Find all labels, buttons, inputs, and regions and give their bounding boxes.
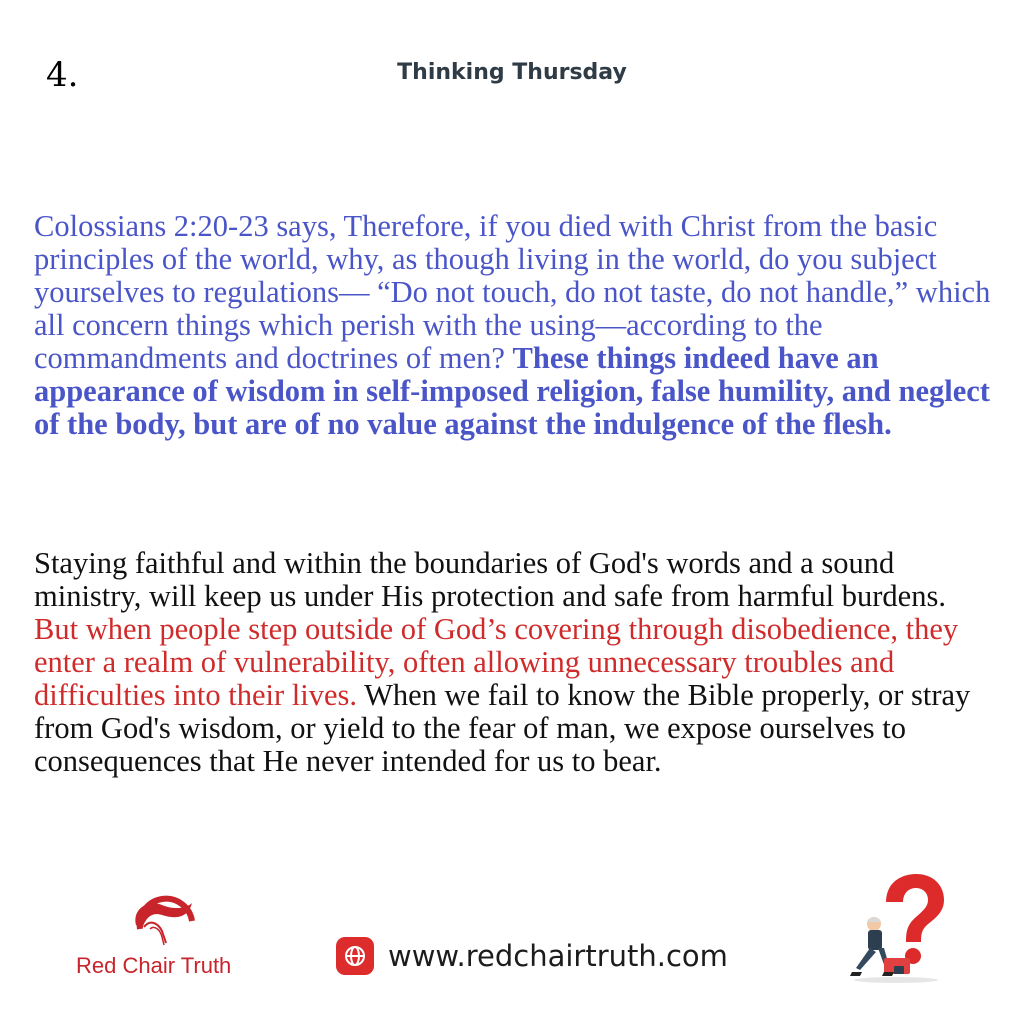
page-number: 4. [46,55,79,95]
body-paragraph [34,547,994,778]
red-chair-logo-icon [126,885,206,947]
website-url[interactable]: www.redchairtruth.com [388,939,728,973]
scripture-emphasis: These things indeed have an appearance of wisdom in self-imposed religion, false humility, and neglect of the body, but are of no value against the indulgence of the flesh. [34,341,990,441]
website-link[interactable] [336,936,728,976]
globe-icon [336,937,374,975]
brand-name: Red Chair Truth [76,953,232,978]
body-text-start: Staying faithful and within the boundaries of God's words and a sound ministry, will keep us under His protection and safe from harmful burdens. [34,546,946,613]
thinking-man-question-mark-icon [846,872,946,984]
brand-logo [76,885,266,985]
body-warning-text: But when people step outside of God’s covering through disobedience, they enter a realm of vulnerability, often allowing unnecessary troubles and difficulties into their lives. [34,612,959,712]
scripture-text: Colossians 2:20-23 says, Therefore, if you died with Christ from the basic principles of the world, why, as though living in the world, do you subject yourselves to regulations— “Do not touch, do not taste, do not handle,” which all concern things which perish with the using—according to the commandments and doctrines of men? [34,209,991,375]
body-text-end: When we fail to know the Bible properly, or stray from God's wisdom, or yield to the fear of man, we expose ourselves to consequences that He never intended for us to bear. [34,678,971,778]
page-title: Thinking Thursday [397,60,627,85]
scripture-paragraph [34,210,994,441]
